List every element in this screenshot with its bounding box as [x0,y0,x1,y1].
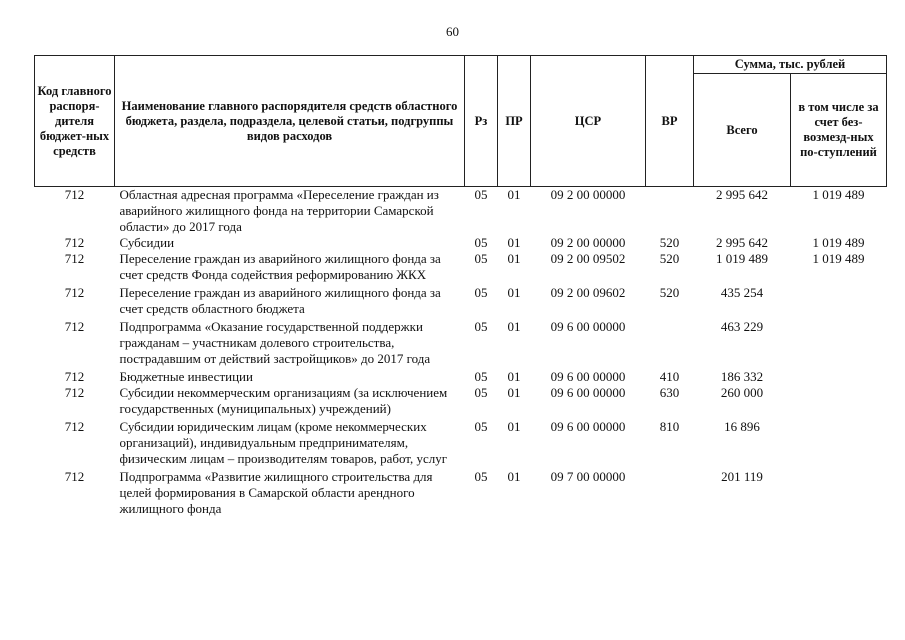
header-sum-group: Сумма, тыс. рублей [694,56,887,74]
cell-name: Переселение граждан из аварийного жилищного фонда за счет средств Фонда содействия реформированию ЖКХ [119,251,441,282]
cell-pr: 01 [507,385,521,400]
cell-vr: 520 [659,285,680,300]
header-csr: ЦСР [531,56,646,187]
cell-name: Субсидии некоммерческим организациям (за исключением государственных (муниципальных) учреждений) [119,385,448,416]
cell-vr: 520 [659,251,680,266]
cell-code: 712 [64,285,85,300]
cell-grant [791,419,887,469]
table-row [35,285,887,319]
cell-name: Бюджетные инвестиции [119,369,253,384]
table-header [35,56,887,187]
cell-csr: 09 2 00 00000 [550,187,626,202]
header-vr: ВР [646,56,694,187]
cell-pr: 01 [507,319,521,334]
cell-csr: 09 6 00 00000 [550,369,626,384]
cell-grant [791,319,887,369]
cell-rz: 05 [474,187,488,202]
cell-vr: 630 [659,385,680,400]
cell-code: 712 [64,251,85,266]
cell-name: Переселение граждан из аварийного жилищного фонда за счет средств областного бюджета [119,285,441,316]
cell-grant [791,369,887,385]
cell-code: 712 [64,419,85,434]
cell-total: 463 229 [720,319,764,334]
table-row [35,469,887,517]
cell-rz: 05 [474,235,488,250]
cell-grant: 1 019 489 [812,187,865,202]
cell-code: 712 [64,319,85,334]
cell-grant [791,385,887,419]
table-row [35,369,887,385]
cell-total: 2 995 642 [716,187,768,202]
cell-total: 260 000 [720,385,764,400]
cell-grant: 1 019 489 [812,235,865,250]
header-total: Всего [694,74,791,187]
page-number: 60 [446,24,459,39]
cell-vr: 810 [659,419,680,434]
cell-pr: 01 [507,187,521,202]
cell-pr: 01 [507,469,521,484]
cell-total: 1 019 489 [716,251,768,266]
cell-csr: 09 2 00 09502 [550,251,626,266]
cell-code: 712 [64,469,85,484]
cell-total: 201 119 [721,469,763,484]
cell-pr: 01 [507,235,521,250]
cell-rz: 05 [474,369,488,384]
cell-csr: 09 6 00 00000 [550,419,626,434]
cell-pr: 01 [507,419,521,434]
table-row [35,319,887,369]
table-row [35,235,887,251]
cell-pr: 01 [507,369,521,384]
cell-vr [646,469,694,517]
cell-total: 186 332 [720,369,764,384]
budget-table [34,55,887,517]
cell-pr: 01 [507,251,521,266]
cell-csr: 09 2 00 00000 [550,235,626,250]
table-row [35,419,887,469]
cell-vr: 410 [659,369,680,384]
cell-code: 712 [64,235,85,250]
table-row [35,385,887,419]
cell-grant: 1 019 489 [812,251,865,266]
cell-rz: 05 [474,385,488,400]
cell-grant [791,285,887,319]
table-row [35,251,887,285]
cell-csr: 09 6 00 00000 [550,385,626,400]
header-rz: Рз [465,56,498,187]
cell-rz: 05 [474,319,488,334]
cell-rz: 05 [474,419,488,434]
table-row [35,187,887,236]
cell-total: 16 896 [724,419,760,434]
cell-pr: 01 [507,285,521,300]
cell-name: Подпрограмма «Оказание государственной поддержки гражданам – участникам долевого строительства, пострадавшим от действий застройщиков» до 2017 года [119,319,431,366]
header-grant: в том числе за счет без-возмезд-ных по-ступлений [791,74,887,187]
cell-name: Субсидии [119,235,175,250]
header-code: Код главного распоря-дителя бюджет-ных средств [35,56,115,187]
cell-total: 435 254 [720,285,764,300]
cell-grant [791,469,887,517]
cell-code: 712 [64,385,85,400]
cell-vr: 520 [659,235,680,250]
cell-rz: 05 [474,251,488,266]
cell-code: 712 [64,187,85,202]
header-pr: ПР [498,56,531,187]
cell-name: Субсидии юридическим лицам (кроме некоммерческих организаций), индивидуальным предпринимателям, физическим лицам – производителям товаров, работ, услуг [119,419,448,466]
cell-csr: 09 6 00 00000 [550,319,626,334]
cell-total: 2 995 642 [716,235,768,250]
table-body [35,187,887,518]
header-name: Наименование главного распорядителя средств областного бюджета, раздела, подраздела, целевой статьи, подгруппы видов расходов [115,56,465,187]
cell-csr: 09 2 00 09602 [550,285,626,300]
cell-rz: 05 [474,285,488,300]
cell-code: 712 [64,369,85,384]
cell-name: Областная адресная программа «Переселение граждан из аварийного жилищного фонда на территории Самарской области» до 2017 года [119,187,439,234]
cell-vr [646,187,694,236]
cell-name: Подпрограмма «Развитие жилищного строительства для целей формирования в Самарской области арендного жилищного фонда [119,469,433,516]
cell-vr [646,319,694,369]
cell-csr: 09 7 00 00000 [550,469,626,484]
cell-rz: 05 [474,469,488,484]
